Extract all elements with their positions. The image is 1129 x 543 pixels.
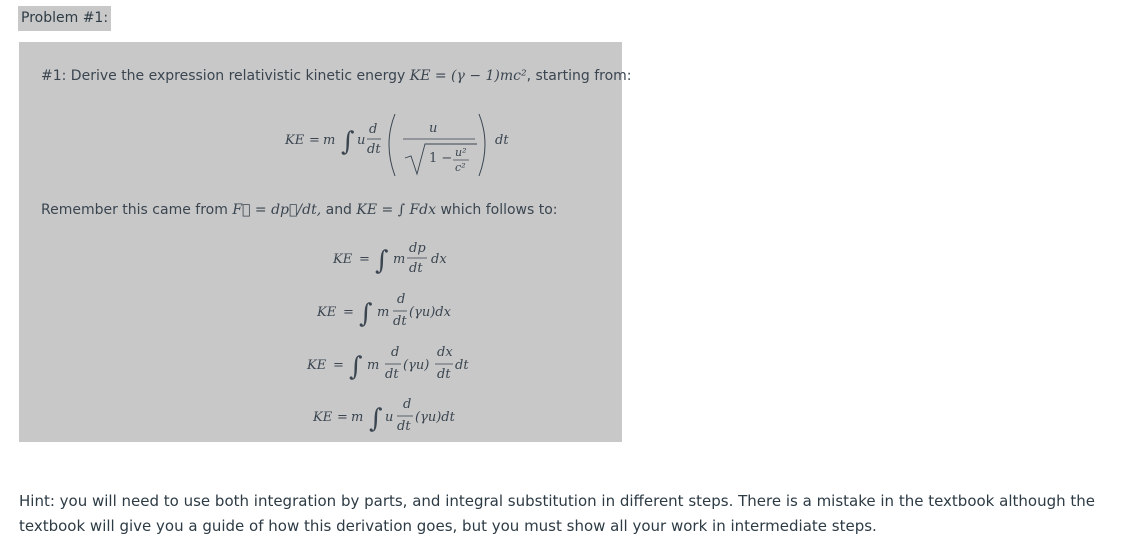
equation-step-2 (303, 287, 503, 337)
svg-text:c²: c² (455, 161, 466, 174)
svg-text:∫: ∫ (359, 299, 373, 329)
svg-text:=: = (309, 133, 320, 148)
remember-and: and (325, 202, 352, 218)
svg-text:dx: dx (431, 252, 447, 267)
statement-suffix: , starting from: (526, 68, 632, 84)
svg-text:=: = (359, 252, 370, 267)
remember-formula-ke: KE = ∫ Fdx (356, 202, 437, 218)
svg-text:1 −: 1 − (429, 151, 453, 166)
statement-formula: KE = (γ − 1)mc² (409, 68, 527, 84)
svg-text:(γu)dt: (γu)dt (415, 410, 455, 425)
equation-step-3 (293, 338, 513, 388)
equation-step-1 (319, 232, 489, 282)
remember-formula: F⃗ = dp⃗/dt, (232, 202, 322, 218)
svg-text:KE: KE (333, 252, 353, 267)
svg-text:u²: u² (455, 146, 467, 159)
equation-start (279, 106, 539, 186)
svg-text:dt: dt (455, 358, 469, 373)
svg-text:dt: dt (393, 314, 407, 329)
svg-text:u: u (385, 410, 394, 425)
svg-text:d: d (391, 345, 400, 360)
svg-text:=: = (333, 358, 344, 373)
svg-text:u: u (429, 121, 438, 136)
svg-text:=: = (343, 305, 354, 320)
remember-line (41, 202, 558, 218)
svg-text:KE: KE (307, 358, 327, 373)
svg-text:(γu)dx: (γu)dx (409, 305, 451, 320)
problem-panel (19, 42, 632, 442)
svg-text:m: m (323, 133, 336, 148)
svg-text:KE: KE (285, 133, 305, 148)
hint-text: Hint: you will need to use both integration by parts, and integral substitution in different steps. There is a mistake in the textbook although the textbook will give you a guide of how this derivation goes, but you must show all your work in intermediate steps. (19, 492, 1095, 535)
svg-text:m: m (393, 252, 406, 267)
svg-text:KE: KE (313, 410, 333, 425)
svg-text:=: = (337, 410, 348, 425)
statement-prefix: #1: Derive the expression relativistic kinetic energy (41, 68, 406, 84)
svg-text:d: d (403, 397, 412, 412)
svg-text:m: m (351, 410, 364, 425)
svg-text:d: d (397, 292, 406, 307)
svg-text:KE: KE (317, 305, 337, 320)
svg-text:∫: ∫ (375, 246, 389, 276)
svg-text:dt: dt (397, 419, 411, 434)
svg-text:∫: ∫ (349, 352, 363, 382)
svg-text:dp: dp (409, 241, 426, 256)
svg-text:dt: dt (367, 142, 381, 157)
svg-text:∫: ∫ (341, 127, 355, 157)
svg-text:dt: dt (495, 133, 509, 148)
problem-statement (41, 68, 632, 84)
svg-text:dt: dt (437, 367, 451, 382)
svg-text:(γu): (γu) (403, 358, 430, 373)
svg-text:dt: dt (385, 367, 399, 382)
svg-text:m: m (377, 305, 390, 320)
remember-prefix: Remember this came from (41, 202, 228, 218)
svg-text:dt: dt (409, 261, 423, 276)
svg-text:dx: dx (437, 345, 453, 360)
problem-heading: Problem #1: (18, 6, 111, 31)
svg-text:d: d (369, 122, 378, 137)
svg-text:∫: ∫ (369, 404, 383, 434)
svg-text:u: u (357, 133, 366, 148)
svg-text:m: m (367, 358, 380, 373)
equation-step-4 (299, 392, 509, 442)
remember-suffix: which follows to: (440, 202, 558, 218)
